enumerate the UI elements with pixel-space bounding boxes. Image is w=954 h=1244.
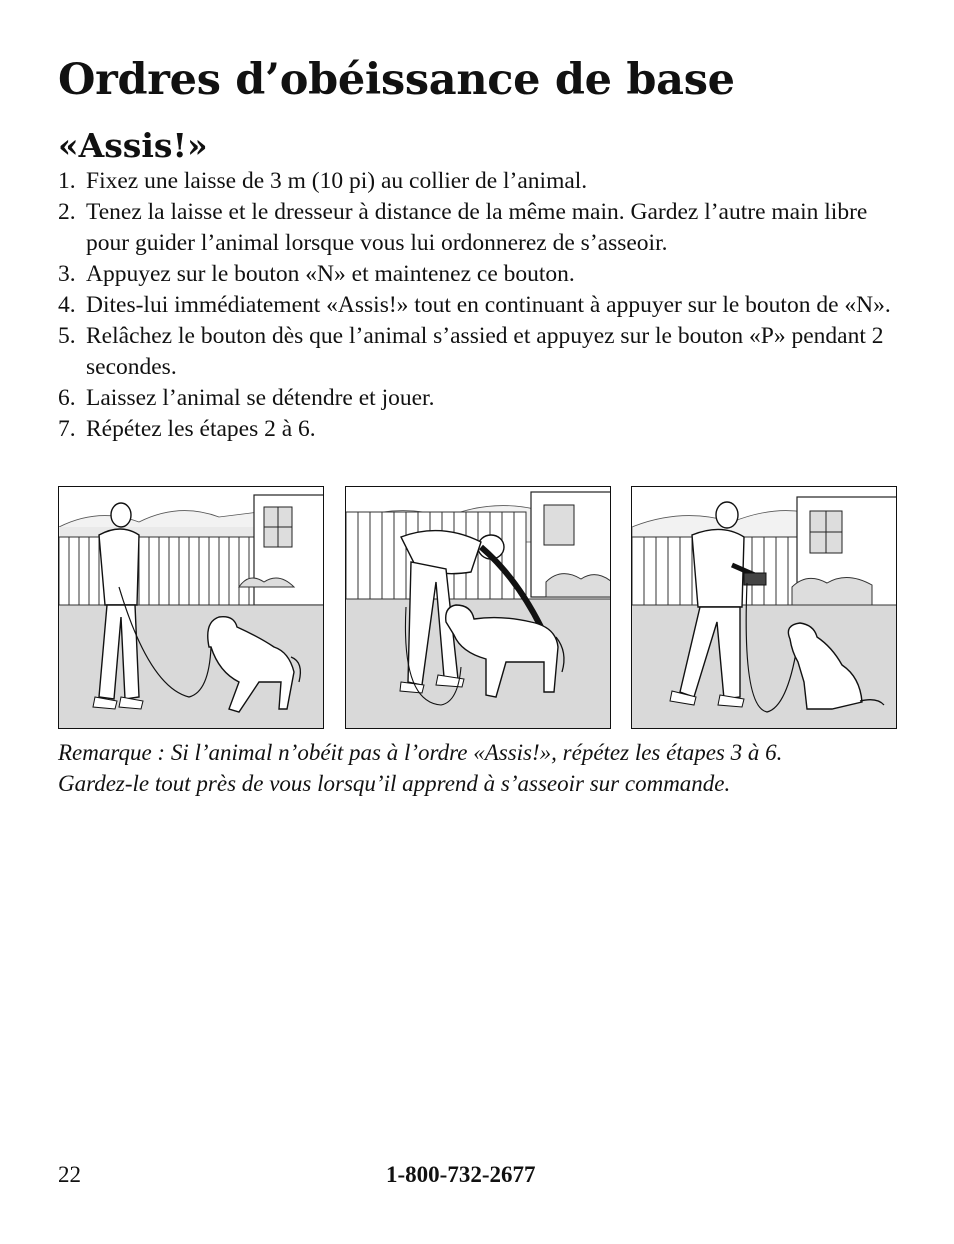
page-number: 22 [58,1162,81,1187]
step-item [58,414,908,445]
page-title: Ordres d’obéissance de base [58,55,735,105]
step-number: 4. [58,292,76,318]
step-item [58,166,908,197]
section-title: «Assis!» [58,126,208,165]
step-number: 6. [58,385,76,411]
step-number: 5. [58,323,76,349]
step-number: 1. [58,168,76,194]
step-text: Laissez l’animal se détendre et jouer. [86,385,435,411]
illustration-standing-with-dog [58,486,324,729]
step-text: Tenez la laisse et le dresseur à distance de la même main. Gardez l’autre main libre pour guider l’animal lorsque vous lui ordonnerez de s’asseoir. [86,199,868,256]
steps-list [58,166,908,445]
illustration-row [58,486,898,731]
step-item [58,321,908,383]
step-text: Fixez une laisse de 3 m (10 pi) au collier de l’animal. [86,168,588,194]
illustration-dog-sitting [631,486,897,729]
step-number: 3. [58,261,76,287]
step-item [58,383,908,414]
step-text: Appuyez sur le bouton «N» et maintenez ce bouton. [86,261,575,287]
step-item [58,259,908,290]
step-text: Relâchez le bouton dès que l’animal s’assied et appuyez sur le bouton «P» pendant 2 secondes. [86,323,884,380]
phone-number: 1-800-732-2677 [386,1162,536,1187]
step-text: Dites-lui immédiatement «Assis!» tout en continuant à appuyer sur le bouton de «N». [86,292,891,318]
note-line-2: Gardez-le tout près de vous lorsqu’il apprend à s’asseoir sur commande. [58,771,731,796]
note-paragraph [58,737,918,799]
step-text: Répétez les étapes 2 à 6. [86,416,316,442]
step-item [58,290,908,321]
step-item [58,197,908,259]
step-number: 7. [58,416,76,442]
note-line-1: Remarque : Si l’animal n’obéit pas à l’ordre «Assis!», répétez les étapes 3 à 6. [58,740,783,765]
step-number: 2. [58,199,76,225]
illustration-guiding-dog [345,486,611,729]
